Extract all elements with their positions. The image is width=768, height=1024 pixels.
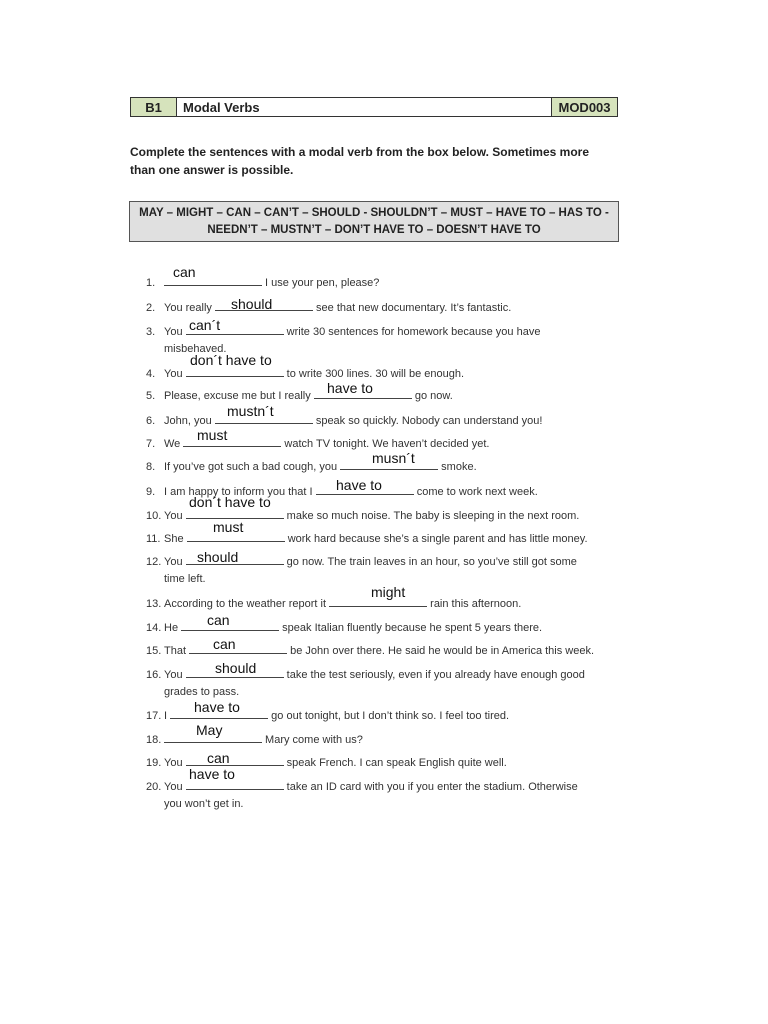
question-text: You	[164, 326, 186, 338]
worksheet-title: Modal Verbs	[183, 99, 260, 115]
question-continuation: time left.	[164, 573, 206, 585]
question-text: You	[164, 669, 186, 681]
question-number: 16.	[146, 669, 162, 681]
word-box-line: NEEDN’T – MUSTN’T – DON’T HAVE TO – DOESN’T HAVE TO	[207, 223, 541, 236]
answer-blank[interactable]	[186, 753, 284, 766]
filled-answer[interactable]: can	[207, 750, 230, 766]
question-number: 3.	[146, 326, 156, 338]
question-text: take the test seriously, even if you already have enough good	[283, 669, 585, 681]
question-text: You	[164, 781, 186, 793]
question-number: 1.	[146, 277, 156, 289]
question-number: 9.	[146, 486, 156, 498]
question-line	[146, 594, 521, 613]
filled-answer[interactable]: can	[207, 612, 230, 628]
filled-answer[interactable]: should	[231, 296, 273, 312]
question-text: You	[164, 757, 186, 769]
level-cell: B1	[131, 98, 177, 116]
filled-answer[interactable]: must	[197, 427, 228, 443]
instructions	[130, 143, 620, 179]
question-line	[146, 665, 585, 684]
question-number: 19.	[146, 757, 162, 769]
question-number: 17.	[146, 710, 162, 722]
question-number: 7.	[146, 438, 156, 450]
question-number: 10.	[146, 510, 162, 522]
question-text: We	[164, 438, 184, 450]
question-number: 14.	[146, 622, 162, 634]
question-text: You really	[164, 302, 215, 314]
question-line	[146, 457, 477, 476]
question-number: 11.	[146, 533, 161, 545]
question-text: go out tonight, but I don’t think so. I feel too tired.	[268, 710, 510, 722]
question-text: That	[164, 645, 190, 657]
question-text: go now.	[411, 390, 453, 402]
question-line	[146, 298, 511, 317]
question-line	[146, 730, 363, 749]
filled-answer[interactable]: should	[215, 660, 257, 676]
filled-answer[interactable]: can	[173, 264, 196, 280]
question-number: 15.	[146, 645, 162, 657]
word-box-line: MAY – MIGHT – CAN – CAN’T – SHOULD - SHOULDN’T – MUST – HAVE TO – HAS TO -	[139, 206, 609, 219]
filled-answer[interactable]: mustn´t	[227, 403, 274, 419]
filled-answer[interactable]: don´t have to	[189, 494, 271, 510]
question-continuation: you won’t get in.	[164, 798, 244, 810]
question-text: According to the weather report it	[164, 598, 330, 610]
question-number: 5.	[146, 390, 156, 402]
question-number: 6.	[146, 415, 156, 427]
question-line	[146, 618, 542, 637]
filled-answer[interactable]: should	[197, 549, 239, 565]
question-text: You	[164, 556, 186, 568]
question-text: John, you	[164, 415, 215, 427]
question-text: Mary come with us?	[262, 734, 363, 746]
question-text: If you’ve got such a bad cough, you	[164, 461, 341, 473]
question-number: 13.	[146, 598, 162, 610]
question-continuation: misbehaved.	[164, 343, 227, 355]
question-text: You	[164, 368, 186, 380]
question-continuation: grades to pass.	[164, 686, 240, 698]
filled-answer[interactable]: have to	[194, 699, 240, 715]
question-text: go now. The train leaves in an hour, so you’ve still got some	[283, 556, 577, 568]
filled-answer[interactable]: don´t have to	[190, 352, 272, 368]
question-text: I use your pen, please?	[262, 277, 380, 289]
question-text: I am happy to inform you that I	[164, 486, 316, 498]
filled-answer[interactable]: can´t	[189, 317, 221, 333]
filled-answer[interactable]: May	[196, 722, 223, 738]
question-number: 18.	[146, 734, 162, 746]
question-text: come to work next week.	[413, 486, 538, 498]
word-box	[129, 201, 619, 242]
filled-answer[interactable]: musn´t	[372, 450, 415, 466]
instructions-line: Complete the sentences with a modal verb from the box below. Sometimes more	[130, 145, 589, 159]
question-text: She	[164, 533, 187, 545]
filled-answer[interactable]: have to	[189, 766, 235, 782]
question-text: You	[164, 510, 186, 522]
question-number: 4.	[146, 368, 156, 380]
filled-answer[interactable]: might	[371, 584, 406, 600]
question-number: 12.	[146, 556, 162, 568]
answer-blank[interactable]	[181, 618, 279, 631]
question-text: take an ID card with you if you enter the stadium. Otherwise	[283, 781, 578, 793]
worksheet-code: MOD003	[551, 98, 617, 116]
question-number: 2.	[146, 302, 156, 314]
filled-answer[interactable]: have to	[327, 380, 373, 396]
worksheet-header	[130, 97, 618, 117]
question-text: be John over there. He said he would be in America this week.	[287, 645, 595, 657]
question-text: to write 300 lines. 30 will be enough.	[283, 368, 465, 380]
question-line	[146, 386, 453, 405]
question-text: write 30 sentences for homework because you have	[283, 326, 541, 338]
question-text: He	[164, 622, 182, 634]
instructions-line: than one answer is possible.	[130, 163, 294, 177]
filled-answer[interactable]: can	[213, 636, 236, 652]
question-number: 8.	[146, 461, 156, 473]
question-text: make so much noise. The baby is sleeping in the next room.	[283, 510, 580, 522]
question-text: rain this afternoon.	[427, 598, 522, 610]
question-text: speak so quickly. Nobody can understand you!	[312, 415, 543, 427]
answer-blank[interactable]	[189, 641, 287, 654]
question-text: work hard because she’s a single parent and has little money.	[284, 533, 588, 545]
question-text: speak Italian fluently because he spent 5 years there.	[279, 622, 543, 634]
question-text: Please, excuse me but I really	[164, 390, 314, 402]
filled-answer[interactable]: must	[213, 519, 244, 535]
filled-answer[interactable]: have to	[336, 477, 382, 493]
question-text: smoke.	[438, 461, 477, 473]
question-text: watch TV tonight. We haven’t decided yet.	[281, 438, 490, 450]
question-number: 20.	[146, 781, 162, 793]
question-text: speak French. I can speak English quite well.	[283, 757, 507, 769]
question-text: see that new documentary. It’s fantastic.	[312, 302, 512, 314]
question-text: I	[164, 710, 171, 722]
